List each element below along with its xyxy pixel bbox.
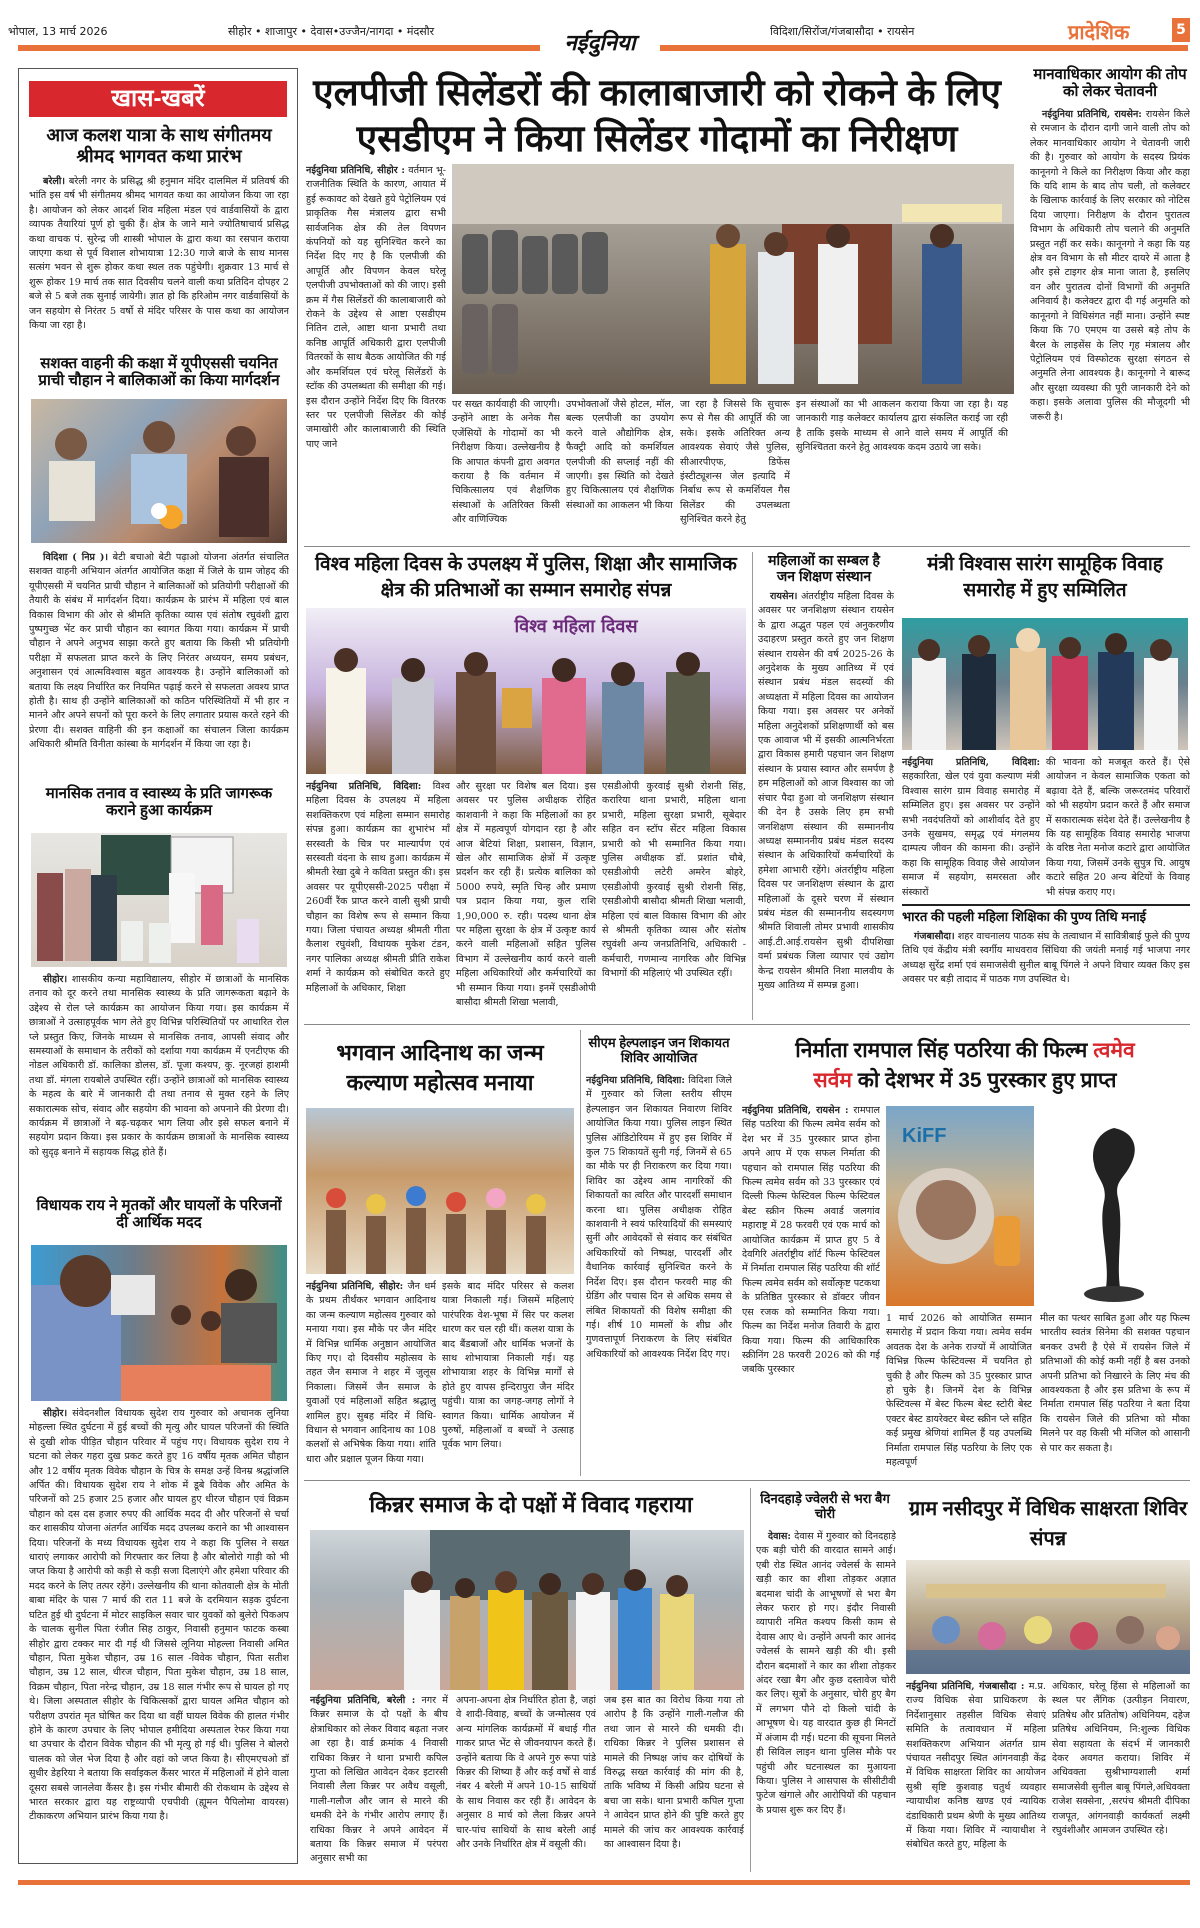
samuhik-vivah-col1 [902, 756, 1040, 900]
wedding-ceremony-photo-icon [902, 618, 1188, 750]
khas-khabren-box [18, 68, 298, 1864]
procession-photo-icon [306, 1108, 574, 1274]
jan-shikshan-dateline: रायसेन। [770, 591, 798, 602]
story-body [29, 551, 289, 781]
film-headline [742, 1036, 1188, 1096]
section-title: प्रादेशिक [1068, 20, 1130, 44]
film-poster [886, 1106, 1034, 1306]
mahila-shikshika-dateline: गंजबासौदा। [914, 931, 955, 942]
adinath-dateline: नईदुनिया प्रतिनिधि, सीहोर: [306, 1281, 404, 1292]
lead-col5: इन संस्थाओं का भी आकलन कराया किया जा रहा है। यह जानकारी गाड़ कलेक्टर कार्यालय द्वारा संकलित कराई जा रही है ताकि इसके माध्यम से आने वाले समय में आपूर्ति की सुनिश्चितता करने हेतु आवश्यक कदम उठाये जा सके। [796, 399, 1008, 454]
mahila-shikshika-headline: भारत की पहली महिला शिक्षिका की पुण्य तिथि मनाई [902, 909, 1147, 924]
film-poster-icon [886, 1106, 1034, 1306]
edition-cities-left: सीहोर • शाजापुर • देवास•उज्जैन/नागदा • मंदसौर [228, 25, 435, 38]
film-headline-part2: को देशभर में 35 पुरस्कार हुए प्राप्त [857, 1069, 1117, 1092]
photo-banner-text: विश्व महिला दिवस [514, 616, 638, 637]
story-photo [31, 399, 287, 543]
jan-shikshan-body [758, 590, 894, 1020]
samuhik-vivah-col2: की भावना को मजबूत करते हैं। ऐसे आयोजन न केवल सामाजिक एकता को बढ़ावा देते हैं, बल्कि जरूरतमंद परिवारों को भी सहयोग प्रदान करते हैं और समाज में सकारात्मक संदेश देते हैं। उल्लेखनीय है कि यह सामूहिक विवाह समारोह भाजपा के वरिष्ठ नेता मनोज कटारे द्वारा आयोजित किया गया, जिसमें उनके सुपुत्र चि. आयुष कटारे सहित 20 अन्य बेटियों के विवाह भी संपन्न कराए गए। [1046, 757, 1190, 898]
edition-cities-right: विदिशा/सिरोंज/गंजबासौदा • रायसेन [770, 25, 915, 38]
story-dateline: विदिशा ( निप्र )। [43, 552, 109, 563]
story-headline: आज कलश यात्रा के साथ संगीतमय श्रीमद भागवत कथा प्रारंभ [46, 125, 272, 166]
mahila-diwas-dateline: नईदुनिया प्रतिनिधि, विदिशा: [306, 781, 422, 792]
story-body [29, 973, 289, 1195]
kinnar-col3: जब इस बात का विरोध किया गया तो आरोप है कि उन्होंने गाली-गलौज की तथा जान से मारने की धमकी दी। राधिका किन्नर ने पुलिस प्रशासन से मामले की निष्पक्ष जांच कर दोषियों के विरुद्ध सख्त कार्रवाई की मांग की है, ताकि भविष्य में किसी अप्रिय घटना से बचा जा सके। थाना प्रभारी कपिल गुप्ता ने आवेदन प्राप्त होने की पुष्टि करते हुए मामले की जांच कर आवश्यक कार्रवाई का आश्वासन दिया है। [604, 1695, 744, 1851]
story-headline: सशक्त वाहनी की कक्षा में यूपीएससी चयनित प्राची चौहान ने बालिकाओं का किया मार्गदर्शन [38, 355, 280, 390]
lead-col2: पर सख्त कार्यवाही की जाएगी। उन्होंने आष्टा के अनेक गैस एजेंसियों के गोदामों का भी निरीक्षण किया। उल्लेखनीय है कि आपात कंपनी द्वारा अवगत कराया है कि वर्तमान में चिकित्सालय एवं शैक्षणिक संस्थाओं के अतिरिक्त किसी और वाणिज्यिक [452, 399, 560, 526]
cm-helpline-dateline: नईदुनिया प्रतिनिधि, विदिशा: [586, 1075, 685, 1086]
cm-helpline-body [586, 1074, 732, 1476]
lead-col3: उपभोक्ताओं जैसे होटल, मॉल, बल्क एलपीजी का उपयोग करने वाले औद्योगिक क्षेत्र, फैक्ट्री आदि को कमर्शियल एलपीजी की सप्लाई नहीं की जाएगी। इस स्थिति को देखते हुए चिकित्सालय एवं शैक्षणिक संस्थाओं का आकलन भी किया [566, 399, 674, 511]
story-divider [902, 904, 1190, 906]
khas-khabren-banner [29, 81, 287, 117]
jan-shikshan-headline: महिलाओं का सम्बल है जन शिक्षण संस्थान [768, 552, 880, 585]
cylinder-warehouse-photo-icon [452, 164, 1014, 394]
mahila-diwas-photo [306, 608, 746, 774]
jewelry-body [756, 1530, 896, 1872]
lead-dateline: नईदुनिया प्रतिनिधि, सीहोर : [306, 165, 405, 176]
classroom-photo-icon [31, 833, 287, 967]
lead-col1 [306, 164, 446, 542]
kinnar-headline: किन्नर समाज के दो पक्षों में विवाद गहराया [369, 1492, 693, 1517]
story-photo [31, 1245, 287, 1401]
film-col2: 1 मार्च 2026 को आयोजित सम्मान समारोह में प्रदान किया गया। त्वमेव सर्वम अवतक देश के अनेक राज्यों में आयोजित विभिन्न फिल्म फेस्टिवल्स में चयनित हो चुकी है और फिल्म को 35 पुरस्कार प्राप्त हो चुके है। जिनमें देश के विभिन्न फेस्टिवल्स में बेस्ट फिल्म बेस्ट स्टोरी बेस्ट एक्टर बेस्ट डायरेक्टर बेस्ट स्क्रीन प्ले सहित कई प्रमुख श्रेणियां शामिल हैं यह उपलब्धि निर्माता रामपाल सिंह पठरिया के लिए एक महत्वपूर्ण [886, 1313, 1032, 1469]
group-memorandum-photo-icon [310, 1530, 744, 1690]
family-visit-photo-icon [31, 1245, 287, 1401]
mahila-diwas-col1 [306, 780, 450, 1020]
story-body [29, 175, 289, 351]
saksharta-dateline: नईदुनिया प्रतिनिधि, गंजबासौदा : [906, 1681, 1025, 1692]
film-text-1: रामपाल सिंह पठरिया की फिल्म त्वमेव सर्वम को देश भर में 35 पुरस्कार प्राप्त होना अपने आप में एक सफल निर्माता की पहचान को रामपाल सिंह पठरिया की फिल्म त्वमेव सर्वम को 33 पुरस्कार एवं दिल्ली फिल्म फेस्टिवल फिल्म फेस्टिवल बेस्ट स्क्रीन फिल्म अवार्ड जलगांव महाराष्ट्र में 28 फरवरी एवं एक मार्च को आयोजित कार्यक्रम में प्राप्त हुए 5 वे देवगिरि अंतर्राष्ट्रीय शॉर्ट फिल्म फेस्टिवल में निर्माता रामपाल सिंह पठरिया की शॉर्ट फिल्म त्वमेव सर्वम को सर्वोत्कृष्ट पटकथा के प्रतिष्ठित पुरस्कार से डॉक्टर जीवन एस रजक को सम्मानित किया गया। फिल्म का निर्देश मनोज तिवारी के द्वारा किया गया। फिल्म की आधिकारिक स्क्रीनिंग 28 फरवरी 2026 को की गई जबकि पुरस्कार [742, 1105, 880, 1376]
film-title-part2: सर्वम [813, 1069, 852, 1092]
manavadhikar-body [1030, 108, 1190, 540]
column-rule [580, 1030, 581, 1476]
cm-helpline-headline: सीएम हेल्पलाइन जन शिकायत शिविर आयोजित [588, 1035, 730, 1065]
trophy-image [1044, 1118, 1184, 1308]
adinath-photo [306, 1108, 574, 1274]
mahila-diwas-col3: एसडीओपी कुरवाई सुश्री रोशनी सिंह, करारिया थाना प्रभारी, महिला थाना प्रभारी, महिला सुरक्षा प्रभारी, सूबेदार सहित वन स्टॉप सेंटर महिला विकास प्रभारी को भी सम्मानित किया गया। पुलिस अधीक्षक डॉ. प्रशांत चौबे, एसडीओपी लटेरी अमरेन बोहरे, एसडीओपी कुरवाई सुश्री रोशनी सिंह, एसडीओपी बासौदा श्रीमती शिखा भलावी, महिला एवं बाल विकास विभाग की ओर से श्रीमती कृतिका व्यास और संतोष रघुवंशी अन्य जनप्रतिनिधि, अधिकारी - कर्मचारी, गणमान्य नागरिक और विभिन्न विभागों की महिलाएं भी उपस्थित रहीं। [602, 781, 746, 980]
jewelry-headline: दिनदहाड़े ज्वेलरी से भरा बैग चोरी [760, 1491, 890, 1521]
film-title-part1: त्वमेव [1093, 1039, 1135, 1062]
story-body [29, 1407, 289, 1853]
jan-shikshan-text: अंतर्राष्ट्रीय महिला दिवस के अवसर पर जनशिक्षण संस्थान रायसेन के द्वारा अद्भुत पहल एवं अनुकरणीय उदाहरण प्रस्तुत करते हुए जन शिक्षण संस्थान रायसेन की वर्ष 2025-26 के अनुदेशक के मुख्य आतिथ्य में एवं संस्थान प्रबंध मंडल सदस्यों की अध्यक्षता में महिला दिवस का आयोजन किया गया। इस अवसर पर अनेकों महिला अनुदेशकों प्रशिक्षणार्थी को बस एक आवाज भी में इसकी आत्मनिर्भरता द्वारा विकास हमारी पहचान जन शिक्षण संस्थान के प्रयास स्वाग्त और समर्पण है हम महिलाओं को आज विश्वास का जो संचार पैदा हुआ वो जनशिक्षण संस्थान की देन है उसके लिए हम सभी जनशिक्षण संस्थान की सम्माननीय अध्यक्ष सम्माननीय प्रबंध मंडल सदस्य संस्थान के अधिकारियों कर्मचारियों के हमेशा आभारी रहेंगे। अंतर्राष्ट्रीय महिला दिवस पर जनशिक्षण संस्थान के द्वारा महिलाओं के दूसरे चरण में संस्थान प्रबंध मंडल की सम्माननीय सदस्यगण श्रीमति शिवाली तोमर प्रभावी शासकीय आई.टी.आई.रायसेन सुश्री दीपशिखा वर्मा प्रबंधक जिला व्यापार एवं उद्योग केन्द्र रायसेन श्रीमति निशा मालवीय के मुख्य आतिथ्य में सम्पन्न हुआ। [758, 591, 894, 991]
page-bottom-rule [18, 1880, 1190, 1885]
mahila-diwas-text-1: विश्व महिला दिवस के उपलक्ष्य में महिला सशक्तिकरण एवं महिला सम्मान समारोह संपन्न हुआ। कार्यक्रम का शुभारंभ माँ सरस्वती के चित्र पर माल्यार्पण एवं सरस्वती वंदना के साथ हुआ। कार्यक्रम में श्रीमती रेखा दुबे ने कविता प्रस्तुत की। इस अवसर पर यूपीएससी-2025 परीक्षा में 260वीं रैंक प्राप्त करने वाली सुश्री प्राची चौहान का विशेष रूप से सम्मान किया गया। जिला पंचायत अध्यक्ष श्रीमती गीता कैलाश रघुवंशी, विधायक मुकेश टंडन, नगर पालिका अध्यक्ष श्रीमती प्रीति राकेश शर्मा ने कार्यक्रम को संबोधित करते हुए महिलाओं के अधिकार, शिक्षा [306, 781, 450, 994]
page-number: 5 [1172, 18, 1190, 42]
mahila-shikshika-text: शहर वाचनालय पाठक संघ के तत्वाधान में सावित्रीबाई फुले की पुण्य तिथि एवं केंद्रीय मंत्री स्वर्गीय माधवराव सिंधिया की जयंती मनाई गई भाजपा नगर अध्यक्ष सुरेंद्र शर्मा एवं समाजसेवी सुनील बाबू पिंगले ने अपने विचार व्यक्त किए इस अवसर पर बड़ी तादाद में पाठक गण उपस्थित थे। [902, 931, 1190, 986]
saksharta-col1 [906, 1680, 1046, 1872]
jewelry-dateline: देवास: [768, 1531, 791, 1542]
newspaper-logo: नईदुनिया [540, 30, 660, 58]
saksharta-text-1: म.प्र. राज्य विधिक सेवा प्राधिकरण के निर्देशानुसार तहसील विधिक सेवाएं समिति के तत्वावधान में महिला सशक्तिकरण अभियान अंतर्गत ग्राम पंचायत नसीदपुर स्थित आंगनवाड़ी केंद्र में विधिक साक्षरता शिविर का आयोजन सुश्री सृष्टि कुशवाह चतुर्थ व्यवहार न्यायाधीश कनिष्ठ खण्ड एवं न्यायिक दंडाधिकारी प्रथम श्रेणी के मुख्य आतिथ्य में किया गया। शिविर में न्यायाधीश ने संबोधित करते हुए, महिला के [906, 1681, 1046, 1851]
trophy-icon [1044, 1118, 1184, 1308]
mahila-diwas-col2: और सुरक्षा पर विशेष बल दिया। इस अवसर पर पुलिस अधीक्षक रोहित काशवानी ने कहा कि महिलाओं का हर क्षेत्र में महत्वपूर्ण योगदान रहा है और आज बेटियां शिक्षा, प्रशासन, विज्ञान, खेल और सामाजिक क्षेत्रों में उत्कृष्ट प्रदर्शन कर रही हैं। प्रत्येक बालिका को 5000 रुपये, स्मृति चिन्ह और प्रमाण पत्र प्रदान किया गया, कुल राशि 1,90,000 रु. रही। पदस्थ थाना क्षेत्र पर महिला सुरक्षा के क्षेत्र में उत्कृष्ट कार्य करने वाली महिलाओं सहित पुलिस विभाग में उल्लेखनीय कार्य करने वाली महिला अधिकारियों और कर्मचारियों का भी सम्मान किया गया। इनमें एसडीओपी बासौदा श्रीमती शिखा भलावी, [456, 781, 596, 1009]
story-dateline: सीहोर। [43, 1408, 68, 1419]
samuhik-vivah-dateline: नईदुनिया प्रतिनिधि, विदिशा: [902, 757, 1040, 768]
story-dateline: सीहोर। [43, 974, 68, 985]
lead-headline-line2: एसडीएम ने किया सिलेंडर गोदामों का निरीक्षण [356, 118, 958, 159]
story-dateline: बरेली। [43, 176, 66, 187]
cm-helpline-text: विदिशा जिले में गुरुवार को जिला स्तरीय सीएम हेल्पलाइन जन शिकायत निवारण शिविर आयोजित किया गया। पुलिस लाइन स्थित पुलिस ऑडिटोरियम में हुए इस शिविर में कुल 75 शिकायतें सुनी गई, जिनमें से 65 का मौके पर ही निराकरण कर दिया गया। शिविर का उद्देश्य आम नागरिकों की शिकायतों का त्वरित और पारदर्शी समाधान करना था। पुलिस अधीक्षक रोहित काशवानी ने स्वयं फरियादियों की समस्याएं सुनीं और आवेदकों से संवाद कर संबंधित अधिकारियों को निष्पक्ष, पारदर्शी और वैधानिक कार्रवाई सुनिश्चित करने के निर्देश दिए। इस दौरान फरवरी माह की ग्रेडिंग और पचास दिन से अधिक समय से लंबित शिकायतों की विशेष समीक्षा की गई। शीर्ष 10 मामलों के शीघ्र और गुणवत्तापूर्ण निराकरण के लिए संबंधित अधिकारियों को आवश्यक निर्देश दिए गए। [586, 1075, 732, 1360]
column-rule [750, 1488, 751, 1872]
masthead [0, 0, 1200, 60]
saksharta-col2: अधिकार, घरेलू हिंसा से महिलाओं का स्थल पर लैंगिक (उत्पीड़न निवारण, प्रतिषेध और प्रतितोष) अधिनियम, दहेज प्रतिषेध अधिनियम, नि:शुल्क विधिक सेवा सहायता के संदर्भ में जानकारी देकर अवगत कराया। शिविर में अधिवक्ता सुश्रीभाग्यशाली शर्मा समाजसेवी सुनील बाबू पिंगले,अधिवक्ता राजेश सक्सेना, ,सरपंच श्रीमती दीपिका राजपूत, आंगनवाड़ी कार्यकर्ता लक्ष्मी रघुवंशीऔर आमजन उपस्थित रहे। [1052, 1681, 1190, 1837]
lead-col4: जा रहा है जिससे कि सुचारू रूप से गैस की आपूर्ति की जा सके। इसके अतिरिक्त अन्य आवश्यक सेवाएं जैसे पुलिस, सीआरपीएफ, डिफेंस इंस्टीट्यूशन्स जेल इत्यादि में निर्बाध रूप से कमर्शियल गैस सिलेंडर की उपलब्धता सुनिश्चित करने हेतु [680, 399, 790, 526]
mahila-diwas-headline: विश्व महिला दिवस के उपलक्ष्य में पुलिस, शिक्षा और सामाजिक क्षेत्र की प्रतिभाओं का सम्मान समारोह संपन्न [315, 554, 737, 601]
samuhik-vivah-text-1: सहकारिता, खेल एवं युवा कल्याण मंत्री विश्वास सारंग ग्राम विवाह समारोह में सम्मिलित हुए। इस अवसर पर उन्होंने सभी नवदंपतियों को आशीर्वाद देते हुए उनके सुखमय, समृद्ध एवं मंगलमय दाम्पत्य जीवन की कामना की। उन्होंने कहा कि सामूहिक विवाह जैसे आयोजन समाज में सहयोग, समरसता और संस्कारों [902, 771, 1040, 898]
section-divider [304, 546, 1190, 547]
story-photo [31, 833, 287, 967]
manavadhikar-headline: मानवाधिकार आयोग की तोप को लेकर चेतावनी [1033, 66, 1187, 101]
story-text: बरेली नगर के प्रसिद्ध श्री हनुमान मंदिर दालमिल में प्रतिवर्ष की भांति इस वर्ष भी संगीतमय श्रीमद भागवत कथा का आयोजन किया जा रहा है। आयोजन को लेकर आदर्श शिव महिला मंडल एवं वार्डवासियों के द्वारा व्यापक तैयारियां पूर्ण हो चुकी हैं। क्षेत्र के जाने माने ज्योतिषाचार्य प्रसिद्ध कथा वाचक पं. सुरेन्द्र जी शास्त्री भोपाल के द्वारा कथा का रसपान कराया जाएगा कथा से पूर्व विशाल शोभायात्रा 12:30 गाजे बाजे के साथ मानस सत्संग भवन से शुरू होकर कथा स्थल तक पहुंचेगी। शुक्रवार 13 मार्च से शुरू होकर 19 मार्च तक सात दिवसीय चलने वाली कथा प्रतिदिन दोपहर 2 बजे से 5 बजे तक सुनाई जायेगी। ज्ञात हो कि हरिओम नगर वार्डवासियों के जन सहयोग से निरंतर 5 वर्षो से मंदिर परिसर के पास कथा का आयोजन किया जा रहा है। [29, 176, 289, 332]
adinath-headline: भगवान आदिनाथ का जन्म कल्याण महोत्सव मनाया [336, 1040, 544, 1095]
story-headline: विधायक राय ने मृतकों और घायलों के परिजनों दी आर्थिक मदद [36, 1197, 282, 1232]
adinath-col2: इसके बाद मंदिर परिसर से कलश यात्रा निकाली गई। जिसमें महिलाएं पारंपरिक वेश-भूषा में सिर पर कलश धारण कर चल रही थीं। कलश यात्रा के बाद बैंडबाजों और धार्मिक भजनों के साथ शोभायात्रा निकाली गई। यह शोभायात्रा शहर के विभिन्न मार्गों से होते हुए वापस इन्दिरापुरा जैन मंदिर पहुंची। यात्रा का जगह-जगह लोगों ने स्वागत किया। धार्मिक आयोजन में पुरुषों, महिलाओं व बच्चों ने उत्साह पूर्वक भाग लिया। [442, 1281, 574, 1451]
kinnar-text-1: नगर में किन्नर समाज के दो पक्षों के बीच क्षेत्राधिकार को लेकर विवाद बढ़ता नजर आ रहा है। वार्ड क्रमांक 4 निवासी राधिका किन्नर ने थाना प्रभारी कपिल गुप्ता को लिखित आवेदन देकर इटारसी निवासी लैला किन्नर पर अवैध वसूली, गाली-गलौज और जान से मारने की धमकी देने के गंभीर आरोप लगाए हैं। राधिका किन्नर ने अपने आवेदन में बताया कि किन्नर समाज में परंपरा अनुसार सभी का [310, 1695, 448, 1865]
story-text: शासकीय कन्या महाविद्यालय, सीहोर में छात्राओं के मानसिक तनाव को दूर करने तथा मानसिक स्वास्थ्य के प्रति जागरूकता बढ़ाने के उद्देश्य से रोल प्ले कार्यक्रम का आयोजन किया गया। इस कार्यक्रम में छात्राओं ने उत्साहपूर्वक भाग लेते हुए विभिन्न परिस्थितियों पर आधारित रोल प्ले प्रस्तुत किए, जिनके माध्यम से मानसिक तनाव, आपसी संवाद और समस्याओं के समाधान के तरीकों को दर्शाया गया कार्यक्रम में एनटीएफ की नोडल अधिकारी डॉ. कालिका डोलस, डॉ. पूजा कश्यप, कु. नूरजहां हाशमी तथा डॉ. मंगला रायबोले उपस्थित रहीं। उन्होंने छात्राओं को मानसिक स्वास्थ्य के महत्व के बारे में जानकारी दी तथा तनाव से मुक्त रहने के लिए सकारात्मक सोच, संवाद और सहयोग की भावना को अपनाने की प्रेरणा दी। कार्यक्रम में छात्राओं ने बढ़-चढ़कर भाग लिया और इसे सफल बनाने में सहयोग प्रदान किया। इस प्रकार के कार्यक्रम छात्राओं के मानसिक स्वास्थ्य को सुदृढ़ बनाने में सहायक सिद्ध होते हैं। [29, 974, 289, 1158]
story-headline: मानसिक तनाव व स्वास्थ्य के प्रति जागरूक कराने हुआ कार्यक्रम [45, 785, 273, 820]
meeting-photo-icon [31, 399, 287, 543]
manavadhikar-text: रायसेन किले से रमजान के दौरान दागी जाने वाली तोप को लेकर मानवाधिकार आयोग ने चेतावनी जारी की है। गुरुवार को आयोग के सदस्य प्रियंक कानूनगो ने किले का निरीक्षण किया और कहा कि यदि शाम के बाद तोप चली, तो कलेक्टर के खिलाफ कार्रवाई के लिए सरकार को नोटिस दिया जाएगा। निरीक्षण के दौरान पुरातत्व विभाग के अधिकारी तोप चलाने की अनुमति प्रस्तुत नहीं कर सके। कानूनगो ने कहा कि यह क्षेत्र वन विभाग के सौ मीटर दायरे में आता है और इसे टाइगर क्षेत्र माना जाता है, इसलिए वन और पुरातत्व दोनों विभागों की अनुमति अनिवार्य है। कलेक्टर द्वारा दी गई अनुमति को कानूनगो ने विधिसंगत नहीं माना। उन्होंने स्पष्ट किया कि 70 एमएम या उससे बड़े तोप के बैरल के लाइसेंस के लिए गृह मंत्रालय और पेट्रोलियम एवं विस्फोटक सुरक्षा संगठन से अनुमति लेना आवश्यक है। कानूनगो ने बारूद और सुरक्षा व्यवस्था की पूरी जानकारी देने को कहा। इसके अलावा पुलिस की मौजूदगी भी जरूरी है। [1030, 109, 1190, 423]
manavadhikar-dateline: नईदुनिया प्रतिनिधि, रायसेन: [1042, 109, 1142, 120]
kinnar-col2: अपना-अपना क्षेत्र निर्धारित होता है, जहां वे शादी-विवाह, बच्चों के जन्मोत्सव एवं अन्य मांगलिक कार्यक्रमों में बधाई गीत गाकर प्राप्त भेंट से जीवनयापन करते हैं। उन्होंने बताया कि वे अपने गुरु रूपा पांडे किन्नर की शिष्या हैं और कई वर्षों से वार्ड नंबर 4 बरेली में अपने 10-15 साथियों के साथ निवास कर रही हैं। आवेदन के अनुसार 8 मार्च को लैला किन्नर अपने चार-पांच साथियों के साथ बरेली आई और उनके निर्धारित क्षेत्र में वसूली की। [456, 1695, 596, 1851]
section-divider [304, 1480, 1190, 1481]
story-text: बेटी बचाओ बेटी पढ़ाओ योजना अंतर्गत संचालित सशक्त वाहनी अभियान अंतर्गत आयोजित कक्षा में जिले के ग्राम जोहद की यूपीएससी में चयनित प्राची चौहान ने बालिकाओं को प्रतियोगी परीक्षाओं की तैयारी के संबंध में मार्गदर्शन दिया। कार्यक्रम के प्रारंभ में महिला एवं बाल विकास विभाग की ओर से श्रीमति कृतिका व्यास एवं संतोष रघुवंशी द्वारा पुष्पगुच्छ भेंट कर प्राची चौहान का स्वागत किया गया। कार्यक्रम में प्राची चौहान ने अपने अनुभव साझा करते हुए बताया कि किसी भी प्रतियोगी परीक्षा में सफलता प्राप्त करने के लिए निरंतर अध्ययन, समय प्रबंधन, अनुशासन एवं आत्मविश्वास बहुत आवश्यक है। उन्होंने बालिकाओं को बताया कि लक्ष्य निर्धारित कर नियमित पढ़ाई करने से सफलता अवश्य प्राप्त होती है। साथ ही उन्होंने बालिकाओं को कठिन परिस्थितियों में भी हार न मानने और अपने सपनों को पूरा करने के लिए लगातार प्रयास करते रहने की प्रेरणा दी। सशक्त वाहिनी की इन कक्षाओं का संचालन जिला कार्यक्रम अधिकारी श्रीमति विनीता कांस्बा के मार्गदर्शन में किया जा रहा है। [29, 552, 289, 751]
lead-photo [452, 164, 1014, 394]
kinnar-dateline: नईदुनिया प्रतिनिधि, बरेली : [310, 1695, 416, 1706]
saksharta-headline: ग्राम नसीदपुर में विधिक साक्षरता शिविर संपन्न [908, 1498, 1188, 1550]
legal-camp-photo-icon [906, 1560, 1190, 1674]
saksharta-photo [906, 1560, 1190, 1674]
samuhik-vivah-photo [902, 618, 1188, 750]
jewelry-text: देवास में गुरुवार को दिनदहाड़े एक बड़ी चोरी की वारदात सामने आई। एबी रोड स्थित आनंद ज्वेलर्स के सामने खड़ी कार का शीशा तोड़कर अज्ञात बदमाश चांदी के आभूषणों से भरा बैग लेकर फरार हो गए। इंदौर निवासी व्यापारी नमित कश्यप किसी काम से देवास आए थे। उन्होंने अपनी कार आनंद ज्वेलर्स के सामने खड़ी की थी। इसी दौरान बदमाशों ने कार का शीशा तोड़कर अंदर रखा बैग और कुछ दस्तावेज चोरी कर लिए। सूत्रों के अनुसार, चोरी हुए बैग में लगभग पौने दो किलो चांदी के आभूषण थे। यह वारदात कुछ ही मिनटों में अंजाम दी गई। घटना की सूचना मिलते ही सिविल लाइन थाना पुलिस मौके पर पहुंची और घटनास्थल का मुआयना किया। पुलिस ने आसपास के सीसीटीवी फुटेज खंगाले और आरोपियों की पहचान के प्रयास शुरू कर दिए हैं। [756, 1531, 896, 1816]
film-dateline: नईदुनिया प्रतिनिधि, रायसेन : [742, 1105, 849, 1116]
film-col3: मील का पत्थर साबित हुआ और यह फिल्म भारतीय स्वतंत्र सिनेमा की सशक्त पहचान बनकर उभरी है ऐसे में रायसेन जिले में प्रतिभाओं की कोई कमी नहीं है बस उनको अपनी प्रतिभा को निखारने के लिए मंच की आवश्यकता है और इस प्रतिभा के रूप में निर्माता रामपाल सिंह पठरिया ने बता दिया कि रायसेन जिले की प्रतिभा को मौका मिलने पर वह किसी भी मंजिल को आसानी से पार कर सकता है। [1040, 1313, 1190, 1454]
lead-text-1: वर्तमान भू-राजनीतिक स्थिति के कारण, आयात में हुई रूकावट को देखते हुये पेट्रोलियम एवं प्राकृतिक गैस मंत्रालय द्वारा सभी सार्वजनिक क्षेत्र की तेल विपणन कंपनियों को यह सुनिश्चित करने का निर्देश दिए गए है कि एलपीजी की आपूर्ति और विपणन केवल घरेलू एलपीजी उपभोक्ताओं को की जाए। इसी क्रम में गैस सिलेंडरों की कालाबाजारी को रोकने के उद्देश्य से आष्टा एसडीएम नितिन टाले, आष्टा थाना प्रभारी तथा कनिष्ठ आपूर्ति अधिकारी द्वारा एलपीजी वितरकों के साथ बैठक आयोजित की गई और कमर्शियल एवं घरेलू सिलेंडरों के स्टॉक की उपलब्धता की समीक्षा की गई। इस दौरान उन्होंने निर्देश दिए कि वितरक स्तर पर एलपीजी सिलेंडर की कोई जमाखोरी और कालाबाजारी की स्थिति पाए जाने [306, 165, 446, 450]
adinath-col1 [306, 1280, 436, 1476]
svg-text:KiFF: KiFF [902, 1125, 947, 1147]
story-text: संवेदनशील विधायक सुदेश राय गुरुवार को अचानक लुनिया मोहल्ला स्थित दुर्घटना में हुई बच्चों की मृत्यु और घायल परिजनों की स्थिति से दुखी शोक पीड़ित चौहान परिवार में पहुंच गए। विधायक सुदेश राय ने घटना को लेकर गहरा दुख प्रकट करते हुए 16 वर्षीय मृतक अमित चौहान और 12 वर्षीय मृतक विवेक चौहान के चित्र के समक्ष उन्हें विनम्र श्रद्धांजलि अर्पित की। विधायक सुदेश राय ने शोक में डूबे विवेक और अमित के परिजनों को 25 हजार 25 हजार और घायल हुए धीरज चौहान एवं विक्रम चौहान को दस दस हजार रुपए की आर्थिक मदद दी और परिजनों से चर्चा कर शासकीय योजना अंतर्गत आर्थिक मदद उपलब्ध कराने का भी आश्वासन दिया। परिजनों के मध्य विधायक सुदेश राय ने कहा कि पुलिस ने सख्त धाराएं लगाकर आरोपी को गिरफ्तार कर लिया है और बोलोरो गाड़ी को भी जप्त किया है आरोपी को कड़ी से कड़ी सजा दिलाएंगे और हमेशा परिवार की मदद करने के लिए तत्पर रहेंगे। उल्लेखनीय की थाना कोतवाली क्षेत्र के मोती बाबा मंदिर के पास 7 मार्च की रात 11 बजे के दरमियान सड़क दुर्घटना घटित हुई थी दुर्घटना में मोटर साइकिल सवार चार युवकों को बुलेरो पिकअप के चालक सुनील पिता रंजीत सिह ठाकुर, निवासी हनुमान फाटक कस्बा सीहोर द्वारा टक्कर मार दी गई थी जिससे लूनिया मोहल्ला निवासी अमित चौहान, पिता मुकेश चौहान, उम्र 16 साल -विवेक चौहान, पिता सतीश चौहान, उम्र 12 साल, धीरज चौहान, पिता मुकेश चौहान, उम्र 18 साल, विक्रम चौहान, पिता नरेन्द्र चौहान, उम्र 18 साल गंभीर रूप से घायल हो गए थे। जिला अस्पताल सीहोर के चिकित्सकों द्वारा घायल अमित चौहान को परीक्षण उपरांत मृत घोषित कर दिया था वहीं घायल विवेक की हालत गंभीर होने के कारण उपचार के लिए भोपाल हमीदिया अस्पताल रेफर किया गया था उपचार के दौरान विवेक चौहान की भी मृत्यु हो गई थी। पुलिस ने बोलरो चालक को जेल भेज दिया है और वहां को जप्त किया है। सीएमएचओ डॉ सुधीर डेहरिया ने बताया कि सर्वाइकल कैंसर भारत में महिलाओं में होने वाला दूसरा सबसे जानलेवा कैंसर है। इस गंभीर बीमारी की रोकथाम के उद्देश्य से भारत सरकार द्वारा यह राष्ट्रव्यापी एचपीवी (ह्यूमन पैपिलोमा वायरस) टीकाकरण अभियान प्रारंभ किया गया है। [29, 1408, 289, 1823]
lead-headline [304, 70, 1010, 162]
film-headline-part1: निर्माता रामपाल सिंह पठरिया की फिल्म [795, 1039, 1088, 1062]
section-divider [304, 1024, 1190, 1025]
film-col1 [742, 1104, 880, 1476]
column-rule [752, 552, 753, 1020]
lead-headline-line1: एलपीजी सिलेंडरों की कालाबाजारी को रोकने के लिए [313, 72, 1001, 113]
edition-date: भोपाल, 13 मार्च 2026 [8, 25, 108, 38]
kinnar-col1 [310, 1694, 448, 1872]
samuhik-vivah-headline: मंत्री विश्वास सारंग सामूहिक विवाह समारोह में हुए सम्मिलित [927, 554, 1163, 601]
kinnar-photo [310, 1530, 744, 1690]
adinath-text-1: जैन धर्म के प्रथम तीर्थंकर भगवान आदिनाथ का जन्म कल्याण महोत्सव गुरुवार को मनाया गया। इस मौके पर जैन मंदिर में विभिन्न धार्मिक अनुष्ठान आयोजित किए गए। दो दिवसीय महोत्सव के तहत जैन समाज ने शहर में जुलूस निकाला। जिसमें जैन समाज के युवाओं एवं महिलाओं सहित श्रद्धालु शामिल हुए। सुबह मंदिर में विधि-विधान से भगवान आदिनाथ का 108 कलशों से अभिषेक किया गया। शांति धारा और प्रक्षाल पूजन किया गया। [306, 1281, 436, 1465]
mahila-shikshika-body [902, 930, 1190, 1018]
khas-khabren-label: खास-खबरें [111, 85, 205, 112]
